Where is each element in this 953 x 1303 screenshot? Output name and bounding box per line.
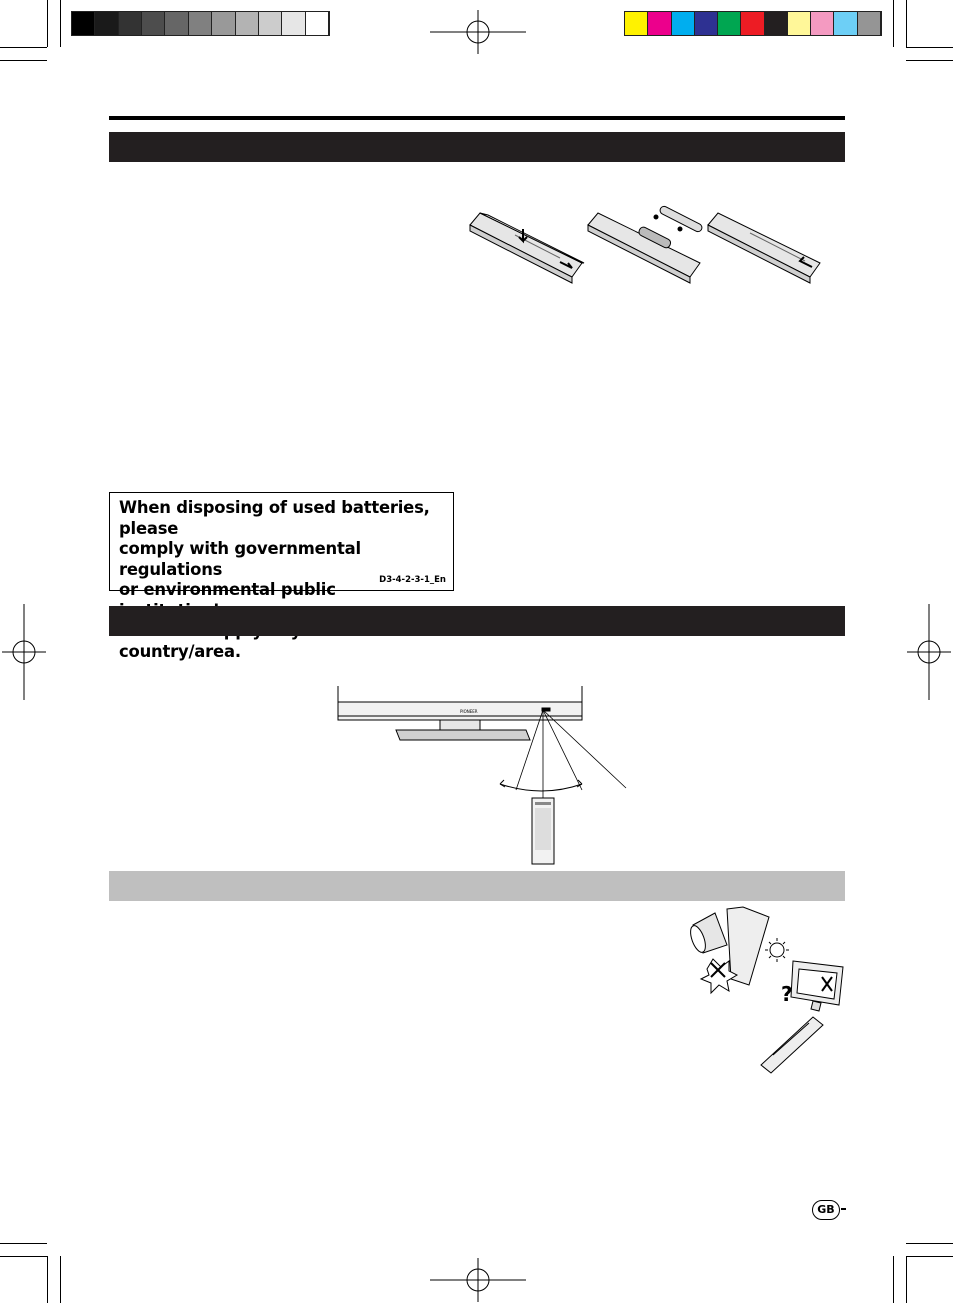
process-color-swatch <box>741 12 764 35</box>
process-color-swatch <box>858 12 881 35</box>
grayscale-swatch <box>165 12 188 35</box>
grayscale-swatch <box>306 12 329 35</box>
remote-operating-range-diagram <box>330 680 640 870</box>
process-color-swatch <box>811 12 834 35</box>
remote-insert-batteries-illustration <box>588 205 703 283</box>
registration-target <box>430 10 526 54</box>
registration-target <box>2 604 46 700</box>
disposal-notice-text: When disposing of used batteries, please comply with governmental regulations or environmental public country/area. <box>119 498 430 661</box>
process-color-swatch <box>695 12 718 35</box>
subsection-bar-notes <box>109 871 845 901</box>
grayscale-swatches <box>72 12 329 35</box>
tv-stand <box>440 720 480 730</box>
crop-mark <box>906 1256 907 1303</box>
registration-target <box>907 604 951 700</box>
crop-mark <box>906 1256 953 1257</box>
process-color-swatches <box>625 12 881 35</box>
crop-mark <box>906 60 953 61</box>
header-rule <box>109 116 845 120</box>
remote-cover-close-illustration <box>708 213 820 283</box>
grayscale-swatch <box>282 12 305 35</box>
crop-mark <box>60 0 61 47</box>
battery-step-illustrations <box>460 205 840 295</box>
remote-handling-caution-illustration <box>685 905 850 1080</box>
process-color-swatch <box>625 12 648 35</box>
disposal-notice-code: D3-4-2-3-1_En <box>379 575 446 585</box>
page-number-dash <box>841 1208 846 1210</box>
grayscale-swatch <box>142 12 165 35</box>
grayscale-swatch <box>259 12 282 35</box>
process-color-swatch <box>765 12 788 35</box>
crop-mark <box>0 1256 47 1257</box>
crop-mark <box>906 0 907 47</box>
crop-mark <box>893 0 894 47</box>
remote-cover-open-illustration <box>470 213 584 283</box>
process-color-swatch <box>788 12 811 35</box>
crop-mark <box>0 60 47 61</box>
crop-mark <box>60 1256 61 1303</box>
crop-mark <box>906 1243 953 1244</box>
registration-target <box>430 1258 526 1302</box>
process-color-swatch <box>834 12 857 35</box>
tv-brand-mark: PIONEER <box>460 709 478 714</box>
grayscale-swatch <box>189 12 212 35</box>
crop-mark <box>893 1256 894 1303</box>
grayscale-swatch <box>212 12 235 35</box>
svg-text:?: ? <box>781 982 793 1006</box>
region-badge: GB <box>812 1200 840 1220</box>
crop-mark <box>0 1243 47 1244</box>
crop-mark <box>47 0 48 47</box>
process-color-swatch <box>718 12 741 35</box>
process-color-swatch <box>648 12 671 35</box>
section-bar-operating-range <box>109 606 845 636</box>
grayscale-swatch <box>236 12 259 35</box>
battery-disposal-notice <box>109 492 454 661</box>
crop-mark <box>47 1256 48 1303</box>
section-bar-batteries <box>109 132 845 162</box>
crop-mark <box>906 47 953 48</box>
grayscale-swatch <box>95 12 118 35</box>
crop-mark <box>0 47 47 48</box>
grayscale-swatch <box>72 12 95 35</box>
process-color-swatch <box>672 12 695 35</box>
grayscale-swatch <box>119 12 142 35</box>
